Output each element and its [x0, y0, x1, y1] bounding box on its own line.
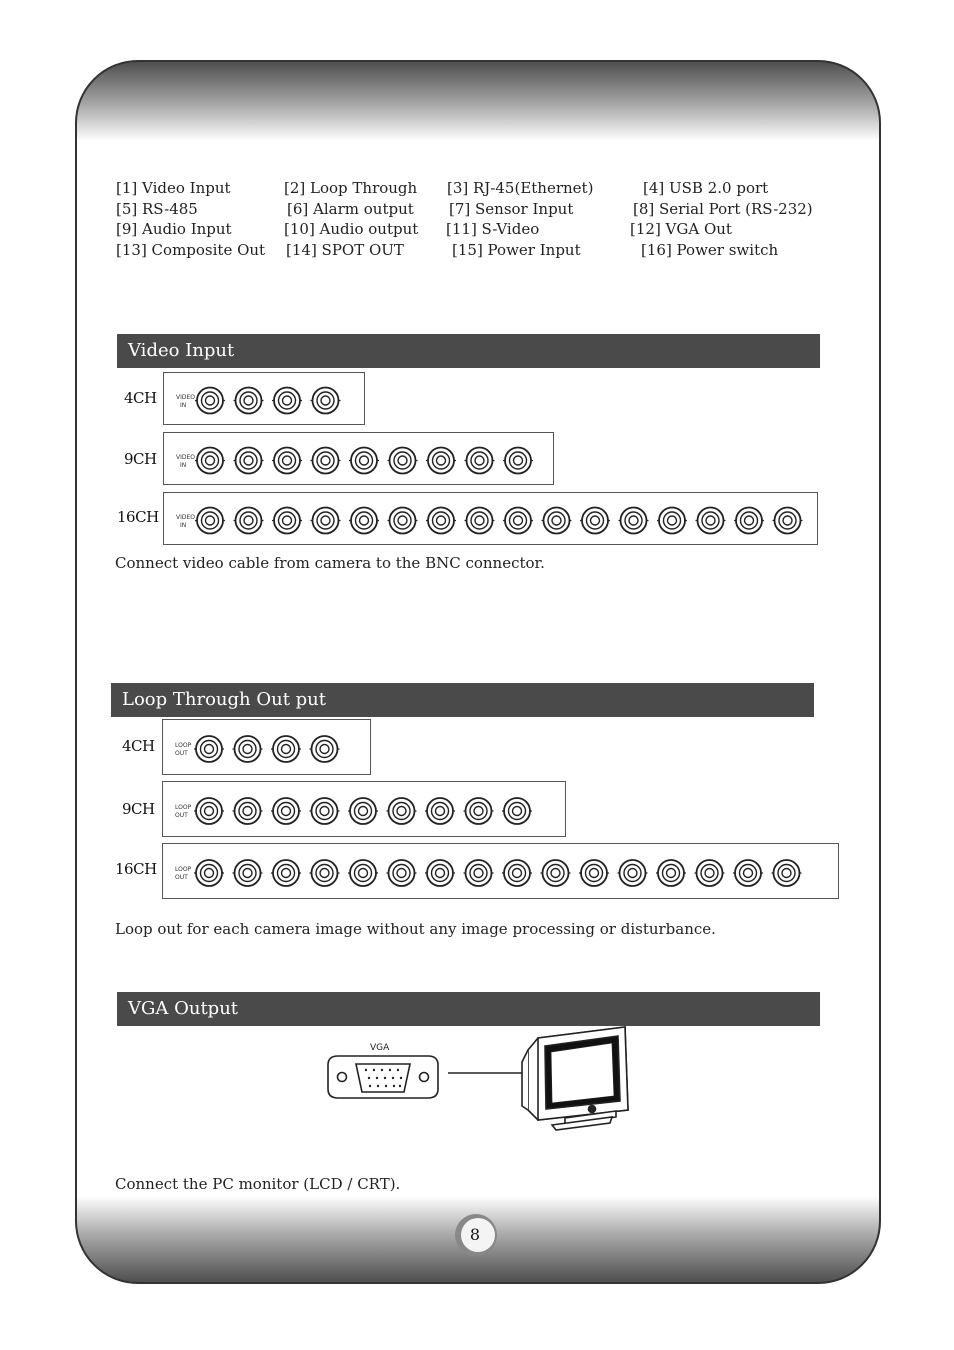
bnc-connector-icon	[580, 508, 610, 534]
bnc-connector-icon	[195, 388, 225, 414]
panel-tag-top: LOOP	[175, 804, 192, 811]
bnc-connector-icon	[194, 798, 224, 824]
bnc-connector-icon	[425, 860, 455, 886]
bnc-connector-icon	[310, 798, 340, 824]
bnc-connector-icon	[464, 860, 494, 886]
panel-tag-bottom: IN	[180, 462, 187, 469]
video-input-caption: Connect video cable from camera to the BNC connector.	[115, 554, 545, 572]
monitor-icon	[522, 1027, 628, 1130]
bnc-connector-icon	[234, 388, 264, 414]
panel-tag-bottom: IN	[180, 522, 187, 529]
panel-tag-bottom: OUT	[175, 750, 188, 757]
bnc-connector-icon	[348, 860, 378, 886]
bnc-connector-icon	[465, 448, 495, 474]
bnc-connector-row	[163, 844, 840, 900]
bnc-connector-icon	[311, 508, 341, 534]
bnc-connector-icon	[734, 508, 764, 534]
legend-item: [3] RJ-45(Ethernet)	[447, 179, 594, 197]
legend-item: [15] Power Input	[452, 241, 581, 259]
bnc-connector-icon	[541, 860, 571, 886]
panel-tag-bottom: IN	[180, 402, 187, 409]
bnc-connector-icon	[696, 508, 726, 534]
legend-item: [8] Serial Port (RS-232)	[633, 200, 813, 218]
panel-tag-bottom: OUT	[175, 874, 188, 881]
legend-item: [7] Sensor Input	[449, 200, 574, 218]
bnc-connector-icon	[194, 860, 224, 886]
bnc-connector-icon	[465, 508, 495, 534]
bnc-connector-icon	[195, 508, 225, 534]
legend-item: [12] VGA Out	[630, 220, 732, 238]
bnc-connector-row	[163, 720, 372, 776]
loop-out-panel-4ch	[162, 719, 371, 775]
bnc-connector-icon	[233, 798, 263, 824]
bnc-connector-icon	[502, 798, 532, 824]
bnc-connector-row	[164, 433, 555, 486]
legend-item: [16] Power switch	[641, 241, 779, 259]
bnc-connector-icon	[233, 736, 263, 762]
section-title-video-input: Video Input	[117, 334, 820, 368]
loop-4ch-label: 4CH	[122, 737, 155, 755]
legend-item: [9] Audio Input	[116, 220, 232, 238]
bnc-connector-row	[164, 493, 819, 546]
video-4ch-label: 4CH	[124, 389, 157, 407]
bnc-connector-icon	[502, 860, 532, 886]
bnc-connector-icon	[542, 508, 572, 534]
panel-tag-top: VIDEO	[176, 514, 196, 521]
video-input-panel-4ch	[163, 372, 365, 425]
bnc-connector-icon	[310, 860, 340, 886]
legend-item: [6] Alarm output	[287, 200, 414, 218]
bnc-connector-icon	[195, 448, 225, 474]
legend-item: [1] Video Input	[116, 179, 231, 197]
bnc-connector-icon	[387, 798, 417, 824]
bnc-connector-icon	[657, 508, 687, 534]
bnc-connector-icon	[773, 508, 803, 534]
bnc-connector-icon	[272, 388, 302, 414]
bnc-connector-icon	[388, 448, 418, 474]
bnc-connector-icon	[194, 736, 224, 762]
bnc-connector-icon	[349, 448, 379, 474]
bnc-connector-row	[163, 782, 567, 838]
legend-item: [13] Composite Out	[116, 241, 266, 259]
loop-out-panel-9ch	[162, 781, 566, 837]
bnc-connector-icon	[695, 860, 725, 886]
page-number: 8	[469, 1225, 481, 1244]
bnc-connector-icon	[271, 736, 301, 762]
bnc-connector-icon	[349, 508, 379, 534]
legend-item: [4] USB 2.0 port	[643, 179, 769, 197]
bnc-connector-icon	[426, 448, 456, 474]
vga-connection-illustration	[320, 1022, 640, 1134]
bnc-connector-icon	[348, 798, 378, 824]
bnc-connector-icon	[579, 860, 609, 886]
bnc-connector-icon	[618, 860, 648, 886]
legend-item: [10] Audio output	[284, 220, 419, 238]
loop-through-caption: Loop out for each camera image without any image processing or disturbance.	[115, 920, 716, 938]
bnc-connector-icon	[271, 860, 301, 886]
bnc-connector-icon	[271, 798, 301, 824]
bnc-connector-icon	[503, 448, 533, 474]
vga-port-icon	[328, 1056, 438, 1098]
panel-tag-top: LOOP	[175, 866, 192, 873]
bnc-connector-icon	[619, 508, 649, 534]
video-16ch-label: 16CH	[117, 508, 159, 526]
legend-item: [11] S-Video	[446, 220, 540, 238]
loop-9ch-label: 9CH	[122, 800, 155, 818]
bnc-connector-icon	[272, 448, 302, 474]
section-title-loop-through: Loop Through Out put	[111, 683, 814, 717]
bnc-connector-icon	[426, 508, 456, 534]
vga-output-caption: Connect the PC monitor (LCD / CRT).	[115, 1175, 401, 1193]
legend-item: [2] Loop Through	[284, 179, 418, 197]
bnc-connector-icon	[387, 860, 417, 886]
bnc-connector-icon	[425, 798, 455, 824]
panel-tag-top: VIDEO	[176, 454, 196, 461]
bnc-connector-icon	[656, 860, 686, 886]
bnc-connector-icon	[503, 508, 533, 534]
legend-item: [5] RS-485	[116, 200, 198, 218]
bnc-connector-icon	[311, 448, 341, 474]
bnc-connector-icon	[233, 860, 263, 886]
panel-tag-top: VIDEO	[176, 394, 196, 401]
bnc-connector-icon	[234, 508, 264, 534]
legend-item: [14] SPOT OUT	[286, 241, 404, 259]
bnc-connector-icon	[388, 508, 418, 534]
bnc-connector-icon	[772, 860, 802, 886]
loop-out-panel-16ch	[162, 843, 839, 899]
section-title-vga-output: VGA Output	[117, 992, 820, 1026]
bnc-connector-icon	[311, 388, 341, 414]
panel-tag-bottom: OUT	[175, 812, 188, 819]
vga-connector-label: VGA	[370, 1043, 390, 1053]
loop-16ch-label: 16CH	[115, 860, 157, 878]
video-input-panel-16ch	[163, 492, 818, 545]
bnc-connector-icon	[234, 448, 264, 474]
panel-tag-top: LOOP	[175, 742, 192, 749]
video-input-panel-9ch	[163, 432, 554, 485]
bnc-connector-icon	[310, 736, 340, 762]
bnc-connector-icon	[733, 860, 763, 886]
bnc-connector-icon	[272, 508, 302, 534]
bnc-connector-icon	[464, 798, 494, 824]
video-9ch-label: 9CH	[124, 450, 157, 468]
